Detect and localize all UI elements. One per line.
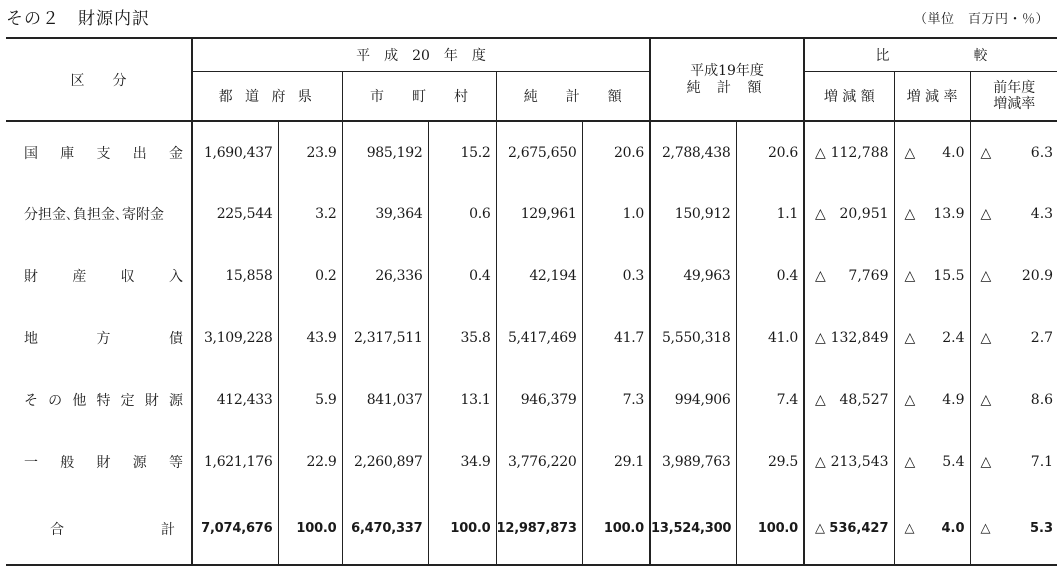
total-rate-cell xyxy=(894,493,970,565)
triangle-mark: △ xyxy=(904,521,915,536)
prev-rate-cell xyxy=(970,183,1057,245)
triangle-mark: △ xyxy=(904,144,916,161)
table-row xyxy=(6,369,1057,431)
total-prev-rate-cell xyxy=(970,493,1057,565)
rate-cell xyxy=(894,369,970,431)
prev-rate-cell xyxy=(970,245,1057,307)
diff-cell-box xyxy=(805,145,894,161)
header-h19-line2: 純 計 額 xyxy=(686,79,768,96)
triangle-mark: △ xyxy=(815,392,826,408)
total-pref-pct: 100.0 xyxy=(278,493,342,565)
triangle-mark: △ xyxy=(815,521,826,536)
header-prefecture: 都 道 府 県 xyxy=(192,71,342,121)
pref-pct: 43.9 xyxy=(278,307,342,369)
header-net-total: 純 計 額 xyxy=(496,71,650,121)
prev-rate-cell-box xyxy=(971,206,1057,222)
muni-pct: 15.2 xyxy=(428,121,496,183)
rate-cell-box xyxy=(895,392,970,408)
prev-rate-cell xyxy=(970,369,1057,431)
triangle-mark: △ xyxy=(904,454,916,470)
rate-cell xyxy=(894,183,970,245)
diff-cell-box xyxy=(805,206,894,222)
prev-rate-cell-box xyxy=(971,145,1057,161)
prev-rate-cell-box xyxy=(971,330,1057,346)
diff-cell-value: 213,543 xyxy=(830,454,889,470)
total-muni-value: 6,470,337 xyxy=(342,493,428,565)
diff-cell-box xyxy=(805,454,894,470)
total-diff-cell-box xyxy=(805,521,894,536)
h19-value: 150,912 xyxy=(650,183,736,245)
triangle-mark: △ xyxy=(980,206,992,222)
net-value: 3,776,220 xyxy=(496,431,582,493)
muni-pct: 0.6 xyxy=(428,183,496,245)
header-municipality: 市 町 村 xyxy=(342,71,496,121)
header-h19 xyxy=(650,38,804,121)
header-change-rate: 増 減 率 xyxy=(894,71,970,121)
diff-cell-box xyxy=(805,268,894,284)
muni-value: 841,037 xyxy=(342,369,428,431)
row-label: 地方債 xyxy=(24,331,183,347)
h19-pct: 29.5 xyxy=(736,431,804,493)
h19-pct: 41.0 xyxy=(736,307,804,369)
rate-cell-box xyxy=(895,454,970,470)
muni-pct: 35.8 xyxy=(428,307,496,369)
muni-value: 2,317,511 xyxy=(342,307,428,369)
h19-pct: 20.6 xyxy=(736,121,804,183)
table-row xyxy=(6,121,1057,183)
pref-pct: 23.9 xyxy=(278,121,342,183)
pref-value: 15,858 xyxy=(192,245,278,307)
pref-pct: 5.9 xyxy=(278,369,342,431)
rate-cell xyxy=(894,121,970,183)
total-prev-rate-cell-box xyxy=(971,521,1057,536)
total-pref-value: 7,074,676 xyxy=(192,493,278,565)
prev-rate-cell xyxy=(970,431,1057,493)
rate-cell-box xyxy=(895,268,970,284)
pref-value: 225,544 xyxy=(192,183,278,245)
muni-value: 2,260,897 xyxy=(342,431,428,493)
header-prev-rate xyxy=(970,71,1057,121)
muni-pct: 0.4 xyxy=(428,245,496,307)
table-row xyxy=(6,307,1057,369)
prev-rate-cell-value: 6.3 xyxy=(1030,144,1054,161)
net-value: 2,675,650 xyxy=(496,121,582,183)
h19-value: 2,788,438 xyxy=(650,121,736,183)
muni-pct: 34.9 xyxy=(428,431,496,493)
header-prev-rate-line1: 前年度 xyxy=(993,79,1036,96)
diff-cell-value: 20,951 xyxy=(839,206,889,222)
page-title: その２ 財源内訳 xyxy=(6,9,150,29)
net-pct: 41.7 xyxy=(582,307,650,369)
net-value: 946,379 xyxy=(496,369,582,431)
triangle-mark: △ xyxy=(815,206,826,222)
rate-cell-box xyxy=(895,206,970,222)
diff-cell xyxy=(804,183,894,245)
total-label: 合 計 xyxy=(6,493,192,565)
triangle-mark: △ xyxy=(980,144,992,161)
table-row xyxy=(6,431,1057,493)
total-prev-rate-cell-value: 5.3 xyxy=(1030,521,1054,536)
pref-pct: 0.2 xyxy=(278,245,342,307)
header-change-amount: 増 減 額 xyxy=(804,71,894,121)
diff-cell xyxy=(804,431,894,493)
total-rate-cell-value: 4.0 xyxy=(941,521,965,536)
diff-cell-value: 7,769 xyxy=(848,268,889,284)
rate-cell-box xyxy=(895,145,970,161)
total-muni-pct: 100.0 xyxy=(428,493,496,565)
muni-pct: 13.1 xyxy=(428,369,496,431)
prev-rate-cell-value: 8.6 xyxy=(1030,392,1054,408)
row-label: 国庫支出金 xyxy=(24,145,183,162)
total-row xyxy=(6,493,1057,565)
diff-cell-value: 132,849 xyxy=(830,330,889,346)
diff-cell xyxy=(804,245,894,307)
prev-rate-cell-value: 2.7 xyxy=(1030,330,1054,346)
net-pct: 1.0 xyxy=(582,183,650,245)
triangle-mark: △ xyxy=(980,330,992,346)
pref-value: 1,621,176 xyxy=(192,431,278,493)
rate-cell xyxy=(894,307,970,369)
triangle-mark: △ xyxy=(904,330,916,346)
total-h19-value: 13,524,300 xyxy=(650,493,736,565)
net-pct: 20.6 xyxy=(582,121,650,183)
total-net-value: 12,987,873 xyxy=(496,493,582,565)
total-net-pct: 100.0 xyxy=(582,493,650,565)
net-value: 42,194 xyxy=(496,245,582,307)
rate-cell xyxy=(894,245,970,307)
triangle-mark: △ xyxy=(980,268,992,284)
triangle-mark: △ xyxy=(815,144,826,161)
finance-table xyxy=(6,37,1057,566)
diff-cell-value: 112,788 xyxy=(830,144,889,161)
triangle-mark: △ xyxy=(980,454,992,470)
muni-value: 985,192 xyxy=(342,121,428,183)
h19-value: 994,906 xyxy=(650,369,736,431)
total-h19-pct: 100.0 xyxy=(736,493,804,565)
pref-pct: 22.9 xyxy=(278,431,342,493)
row-label: その他特定財源 xyxy=(24,393,183,409)
triangle-mark: △ xyxy=(815,454,826,470)
prev-rate-cell-value: 20.9 xyxy=(1021,268,1054,284)
prev-rate-cell-box xyxy=(971,392,1057,408)
header-comparison: 比 較 xyxy=(804,38,1057,71)
unit-note: （単位 百万円・％） xyxy=(913,12,1049,27)
total-diff-cell xyxy=(804,493,894,565)
diff-cell-value: 48,527 xyxy=(839,392,889,408)
h19-value: 3,989,763 xyxy=(650,431,736,493)
rate-cell-value: 15.5 xyxy=(933,268,965,284)
prev-rate-cell-box xyxy=(971,454,1057,470)
header-h20: 平 成 20 年 度 xyxy=(192,38,650,71)
h19-value: 49,963 xyxy=(650,245,736,307)
row-label: 一般財源等 xyxy=(24,455,183,471)
triangle-mark: △ xyxy=(815,268,826,284)
total-diff-cell-value: 536,427 xyxy=(829,521,889,536)
h19-value: 5,550,318 xyxy=(650,307,736,369)
h19-pct: 7.4 xyxy=(736,369,804,431)
pref-pct: 3.2 xyxy=(278,183,342,245)
header-h19-line1: 平成19年度 xyxy=(690,62,764,79)
prev-rate-cell-value: 4.3 xyxy=(1030,206,1054,222)
net-pct: 0.3 xyxy=(582,245,650,307)
prev-rate-cell-value: 7.1 xyxy=(1030,454,1054,470)
muni-value: 39,364 xyxy=(342,183,428,245)
triangle-mark: △ xyxy=(904,206,916,222)
rate-cell-value: 2.4 xyxy=(942,330,965,346)
prev-rate-cell-box xyxy=(971,268,1057,284)
net-value: 5,417,469 xyxy=(496,307,582,369)
triangle-mark: △ xyxy=(815,330,826,346)
table-row xyxy=(6,245,1057,307)
rate-cell-value: 4.9 xyxy=(942,392,965,408)
prev-rate-cell xyxy=(970,307,1057,369)
muni-value: 26,336 xyxy=(342,245,428,307)
net-pct: 7.3 xyxy=(582,369,650,431)
triangle-mark: △ xyxy=(980,521,991,536)
pref-value: 412,433 xyxy=(192,369,278,431)
header-category: 区 分 xyxy=(6,38,192,121)
pref-value: 3,109,228 xyxy=(192,307,278,369)
diff-cell xyxy=(804,369,894,431)
h19-pct: 0.4 xyxy=(736,245,804,307)
rate-cell-value: 5.4 xyxy=(942,454,965,470)
total-rate-cell-box xyxy=(895,521,970,536)
diff-cell-box xyxy=(805,330,894,346)
triangle-mark: △ xyxy=(904,268,916,284)
net-value: 129,961 xyxy=(496,183,582,245)
prev-rate-cell xyxy=(970,121,1057,183)
diff-cell xyxy=(804,307,894,369)
row-label: 分担金､負担金､寄附金 xyxy=(24,207,164,223)
rate-cell-box xyxy=(895,330,970,346)
table-row xyxy=(6,183,1057,245)
header-prev-rate-line2: 増減率 xyxy=(993,95,1036,112)
diff-cell-box xyxy=(805,392,894,408)
rate-cell-value: 13.9 xyxy=(933,206,965,222)
triangle-mark: △ xyxy=(904,392,916,408)
h19-pct: 1.1 xyxy=(736,183,804,245)
rate-cell xyxy=(894,431,970,493)
diff-cell xyxy=(804,121,894,183)
pref-value: 1,690,437 xyxy=(192,121,278,183)
rate-cell-value: 4.0 xyxy=(942,144,965,161)
net-pct: 29.1 xyxy=(582,431,650,493)
row-label: 財産収入 xyxy=(24,269,183,285)
triangle-mark: △ xyxy=(980,392,992,408)
